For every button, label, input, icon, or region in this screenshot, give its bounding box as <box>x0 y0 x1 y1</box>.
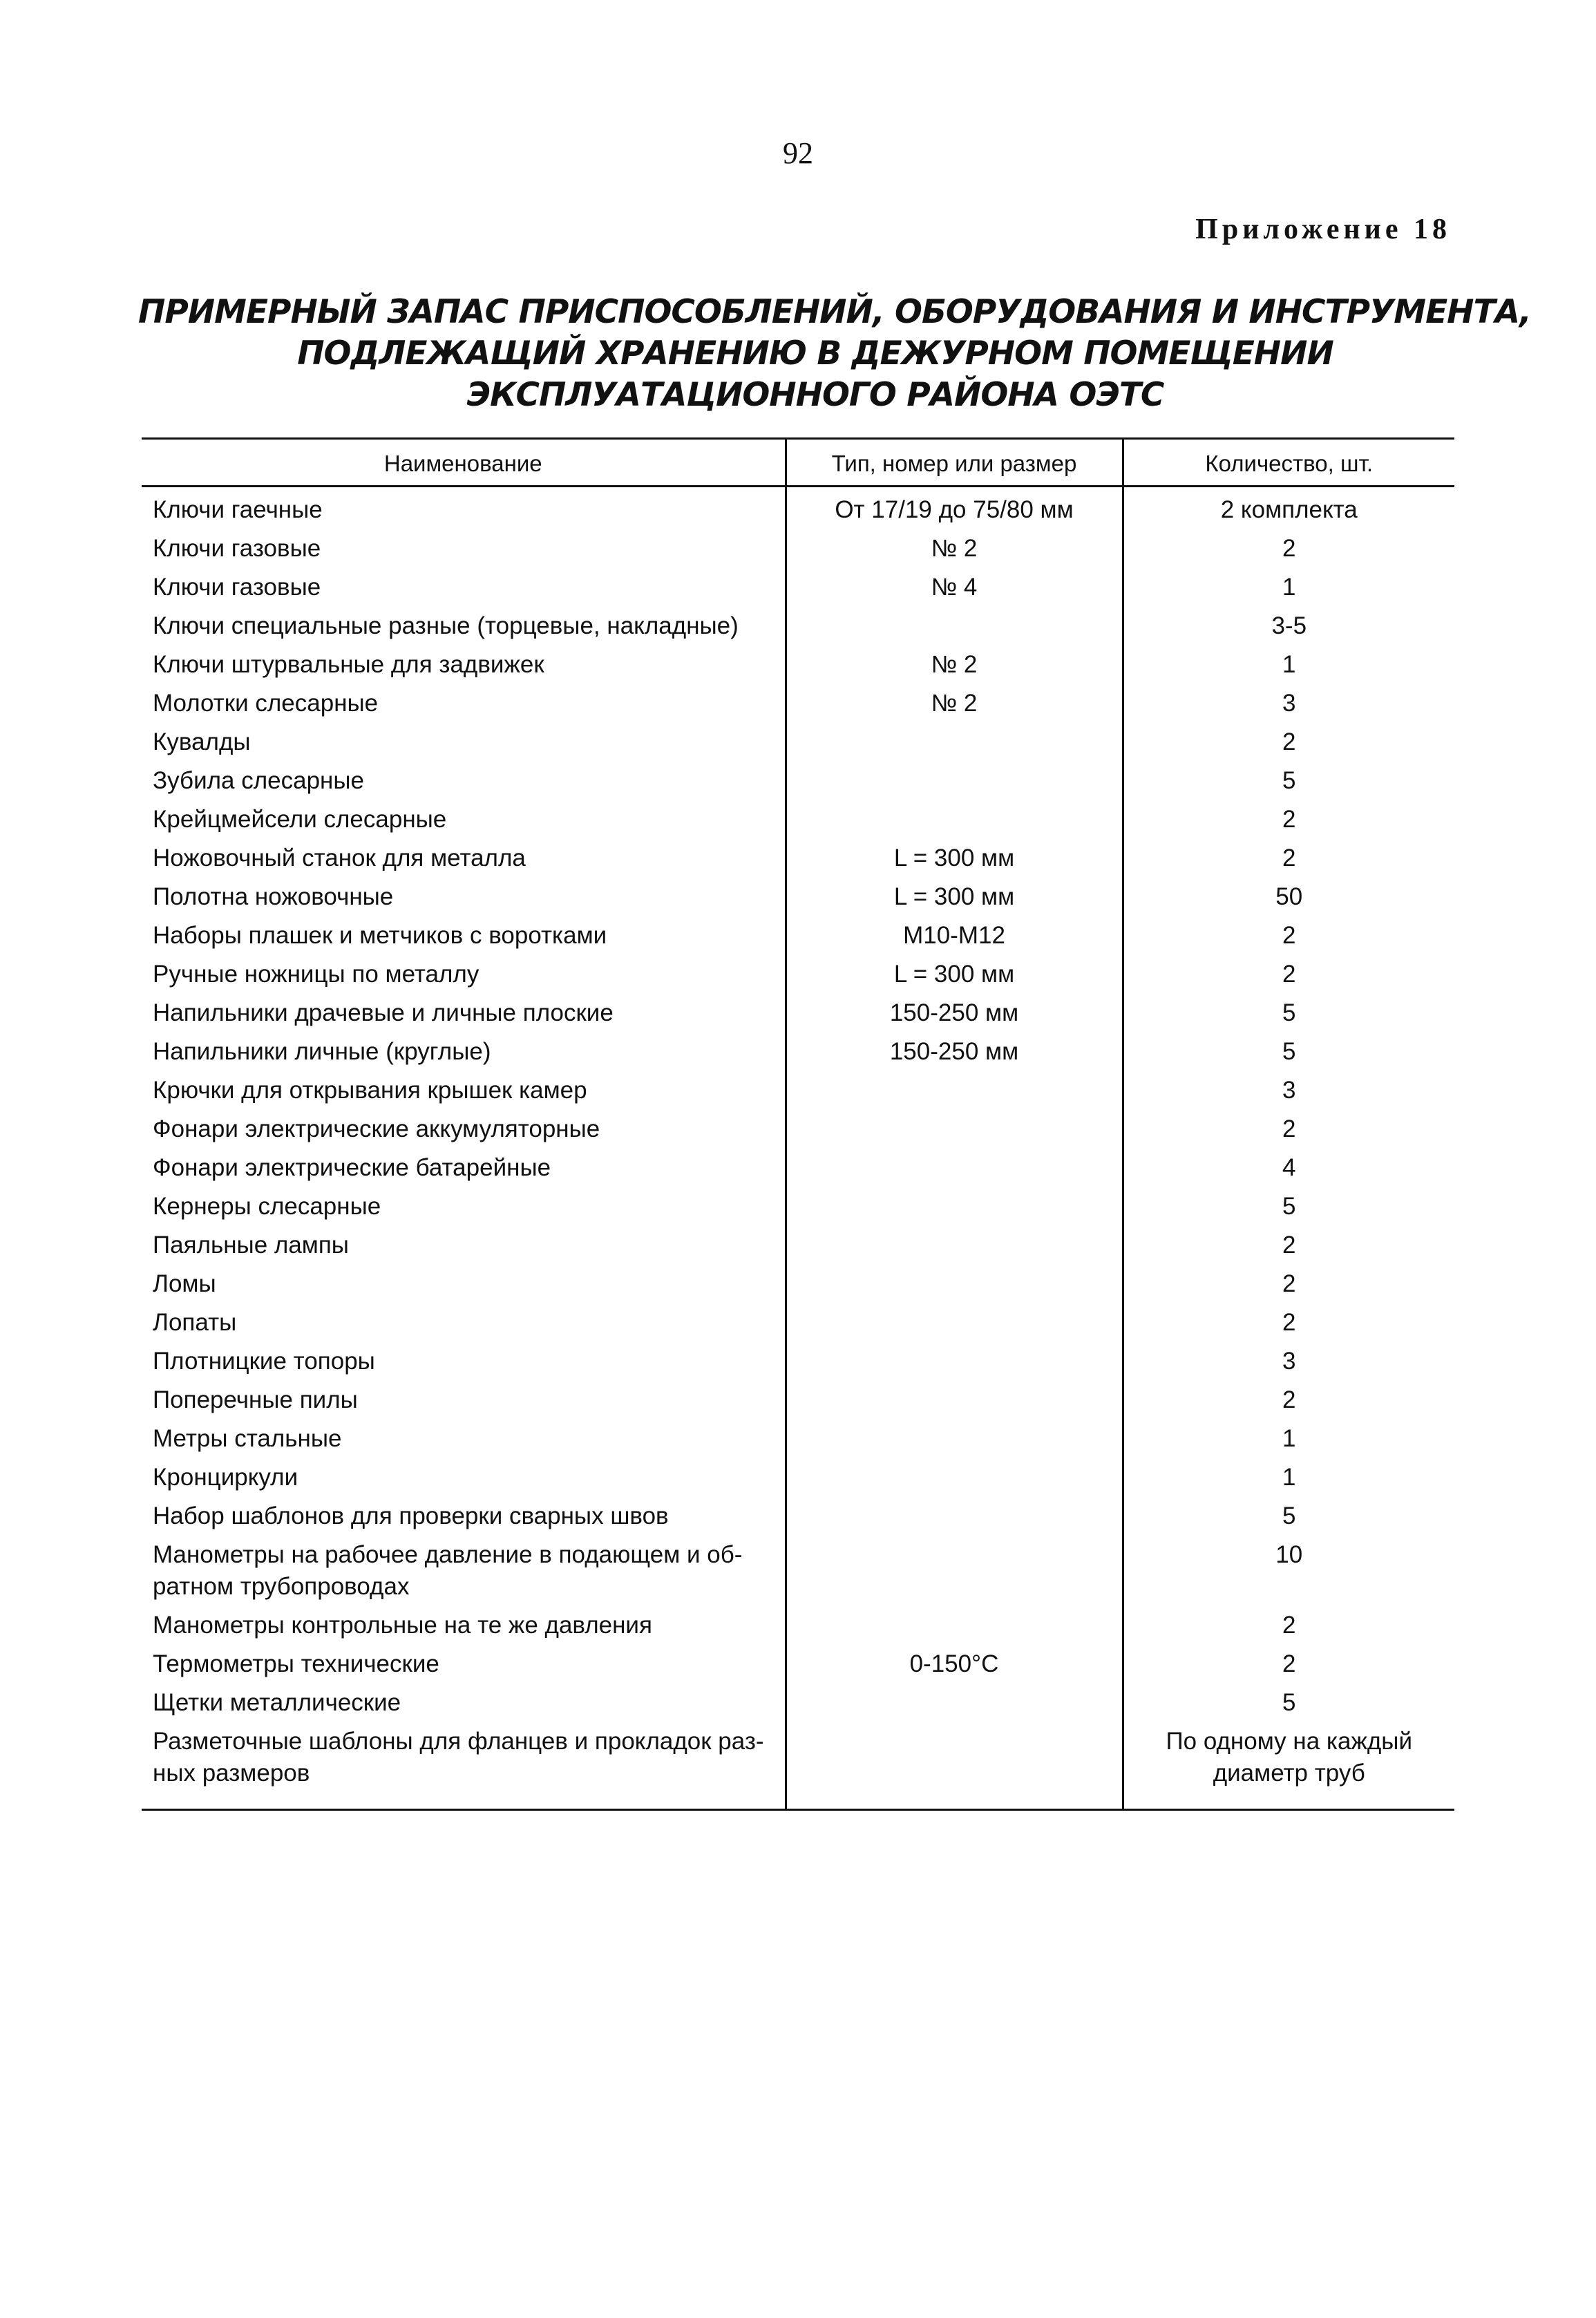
cell-name: Ключи гаечные <box>153 496 323 523</box>
cell-name: Паяльные лампы <box>153 1232 349 1259</box>
cell-quantity: 5 <box>1123 1188 1454 1227</box>
cell-type: L = 300 мм <box>786 956 1123 995</box>
table-row <box>142 917 1454 956</box>
cell-quantity: 2 <box>1123 1227 1454 1265</box>
cell-quantity: 3 <box>1123 1072 1454 1111</box>
table-row <box>142 1343 1454 1382</box>
table-row <box>142 762 1454 801</box>
cell-quantity: 3 <box>1123 1343 1454 1382</box>
table-row <box>142 801 1454 840</box>
cell-name: Ломы <box>153 1270 216 1297</box>
cell-type <box>786 1111 1123 1149</box>
cell-quantity: 3 <box>1123 685 1454 724</box>
cell-type <box>786 1188 1123 1227</box>
cell-quantity: 5 <box>1123 995 1454 1033</box>
cell-name: Термометры технические <box>153 1650 439 1677</box>
table-row <box>142 1536 1454 1607</box>
cell-type: № 4 <box>786 569 1123 607</box>
column-header-quantity: Количество, шт. <box>1123 439 1454 487</box>
table-row <box>142 569 1454 607</box>
cell-type <box>786 1607 1123 1646</box>
cell-quantity: 2 <box>1123 956 1454 995</box>
cell-name: Ключи специальные разные (торцевые, накладные) <box>153 612 739 639</box>
cell-name: Полотна ножовочные <box>153 883 394 910</box>
cell-type <box>786 801 1123 840</box>
cell-type: L = 300 мм <box>786 878 1123 917</box>
cell-type: № 2 <box>786 685 1123 724</box>
cell-type <box>786 1265 1123 1304</box>
cell-quantity: 2 <box>1123 801 1454 840</box>
table-row <box>142 1382 1454 1420</box>
table-row <box>142 956 1454 995</box>
cell-type <box>786 1227 1123 1265</box>
cell-type <box>786 1684 1123 1723</box>
cell-name: Крючки для открывания крышек камер <box>153 1077 587 1104</box>
cell-name: Поперечные пилы <box>153 1386 358 1413</box>
cell-name: Манометры контрольные на те же давления <box>153 1612 652 1639</box>
cell-quantity: 2 <box>1123 1382 1454 1420</box>
cell-type <box>786 1343 1123 1382</box>
cell-name: Ручные ножницы по металлу <box>153 961 479 988</box>
cell-quantity: 1 <box>1123 1459 1454 1498</box>
cell-quantity: 5 <box>1123 1033 1454 1072</box>
cell-quantity: 1 <box>1123 1420 1454 1459</box>
table-row <box>142 685 1454 724</box>
table-row <box>142 530 1454 569</box>
cell-name: Разметочные шаблоны для фланцев и прокладок раз- ных размеров <box>142 1723 786 1810</box>
cell-type <box>786 762 1123 801</box>
title-line: ПРИМЕРНЫЙ ЗАПАС ПРИСПОСОБЛЕНИЙ, ОБОРУДОВАНИЯ И ИНСТРУМЕНТА, <box>138 293 1531 331</box>
cell-name: Фонари электрические батарейные <box>153 1154 551 1181</box>
cell-quantity: 5 <box>1123 762 1454 801</box>
cell-name: Кернеры слесарные <box>153 1193 381 1220</box>
cell-type <box>786 607 1123 646</box>
table-row <box>142 607 1454 646</box>
cell-type: 150-250 мм <box>786 1033 1123 1072</box>
title-line: ПОДЛЕЖАЩИЙ ХРАНЕНИЮ В ДЕЖУРНОМ ПОМЕЩЕНИИ <box>297 334 1333 373</box>
cell-quantity: 5 <box>1123 1684 1454 1723</box>
document-title <box>138 292 1531 416</box>
appendix-label: Приложение 18 <box>1195 214 1451 245</box>
table-row <box>142 1459 1454 1498</box>
cell-name: Зубила слесарные <box>153 767 365 794</box>
cell-quantity: 2 <box>1123 1646 1454 1684</box>
cell-quantity: 1 <box>1123 569 1454 607</box>
cell-quantity: 2 <box>1123 1111 1454 1149</box>
cell-quantity: 2 <box>1123 724 1454 762</box>
cell-name: Набор шаблонов для проверки сварных швов <box>153 1502 669 1529</box>
cell-type <box>786 1459 1123 1498</box>
page-number: 92 <box>783 136 813 170</box>
cell-type: 150-250 мм <box>786 995 1123 1033</box>
table-row <box>142 840 1454 878</box>
cell-name: Наборы плашек и метчиков с воротками <box>153 922 607 949</box>
table-row <box>142 1607 1454 1646</box>
cell-quantity: 3-5 <box>1123 607 1454 646</box>
cell-type <box>786 1723 1123 1810</box>
title-line: ЭКСПЛУАТАЦИОННОГО РАЙОНА ОЭТС <box>466 376 1164 414</box>
cell-type <box>786 1420 1123 1459</box>
table-row <box>142 1033 1454 1072</box>
cell-type: От 17/19 до 75/80 мм <box>786 487 1123 531</box>
table-row <box>142 1072 1454 1111</box>
cell-type: № 2 <box>786 646 1123 685</box>
table-row <box>142 1420 1454 1459</box>
table-row <box>142 878 1454 917</box>
table-row <box>142 995 1454 1033</box>
cell-quantity: 1 <box>1123 646 1454 685</box>
cell-type: 0-150°С <box>786 1646 1123 1684</box>
cell-name: Ключи газовые <box>153 535 321 562</box>
cell-type <box>786 1304 1123 1343</box>
cell-name: Молотки слесарные <box>153 690 379 717</box>
cell-type <box>786 1382 1123 1420</box>
cell-quantity: 4 <box>1123 1149 1454 1188</box>
table-row <box>142 1149 1454 1188</box>
table-row <box>142 1723 1454 1810</box>
column-header-type: Тип, номер или размер <box>786 439 1123 487</box>
cell-type: М10-М12 <box>786 917 1123 956</box>
cell-name: Крейцмейсели слесарные <box>153 806 447 833</box>
table-body <box>142 487 1454 1810</box>
table-row <box>142 487 1454 531</box>
table-row <box>142 1646 1454 1684</box>
cell-quantity: 5 <box>1123 1498 1454 1536</box>
cell-name: Ножовочный станок для металла <box>153 845 526 871</box>
cell-type <box>786 1149 1123 1188</box>
cell-name: Лопаты <box>153 1309 237 1336</box>
cell-name: Кувалды <box>153 728 251 755</box>
cell-type <box>786 1536 1123 1607</box>
cell-type: № 2 <box>786 530 1123 569</box>
cell-name: Ключи штурвальные для задвижек <box>153 651 544 678</box>
cell-quantity: 2 <box>1123 1265 1454 1304</box>
cell-name: Манометры на рабочее давление в подающем и об- ратном трубопроводах <box>153 1541 743 1600</box>
table-header-row <box>142 439 1454 487</box>
cell-name: Кронциркули <box>153 1464 298 1491</box>
table-row <box>142 646 1454 685</box>
cell-type <box>786 724 1123 762</box>
table-row <box>142 1684 1454 1723</box>
inventory-table <box>142 437 1454 1811</box>
cell-quantity: 2 <box>1123 530 1454 569</box>
cell-quantity: 2 <box>1123 1304 1454 1343</box>
cell-name: Плотницкие топоры <box>153 1348 375 1375</box>
column-header-name: Наименование <box>142 439 786 487</box>
cell-quantity: 50 <box>1123 878 1454 917</box>
table-row <box>142 1227 1454 1265</box>
cell-quantity: 2 <box>1123 1607 1454 1646</box>
table-row <box>142 1188 1454 1227</box>
table-row <box>142 1304 1454 1343</box>
table-row <box>142 1111 1454 1149</box>
cell-type <box>786 1072 1123 1111</box>
table-row <box>142 1265 1454 1304</box>
cell-name: Метры стальные <box>153 1425 342 1452</box>
cell-quantity: 10 <box>1123 1536 1454 1607</box>
cell-quantity: 2 комплекта <box>1123 487 1454 531</box>
cell-quantity: 2 <box>1123 840 1454 878</box>
cell-name: Напильники личные (круглые) <box>153 1038 491 1065</box>
table-row <box>142 724 1454 762</box>
cell-name: Щетки металлические <box>153 1689 401 1716</box>
cell-name: Ключи газовые <box>153 574 321 601</box>
cell-name: Напильники драчевые и личные плоские <box>153 999 614 1026</box>
cell-type <box>786 1498 1123 1536</box>
cell-quantity: 2 <box>1123 917 1454 956</box>
table-row <box>142 1498 1454 1536</box>
cell-name: Фонари электрические аккумуляторные <box>153 1115 600 1142</box>
cell-type: L = 300 мм <box>786 840 1123 878</box>
cell-quantity: По одному на каждый диаметр труб <box>1123 1723 1454 1810</box>
